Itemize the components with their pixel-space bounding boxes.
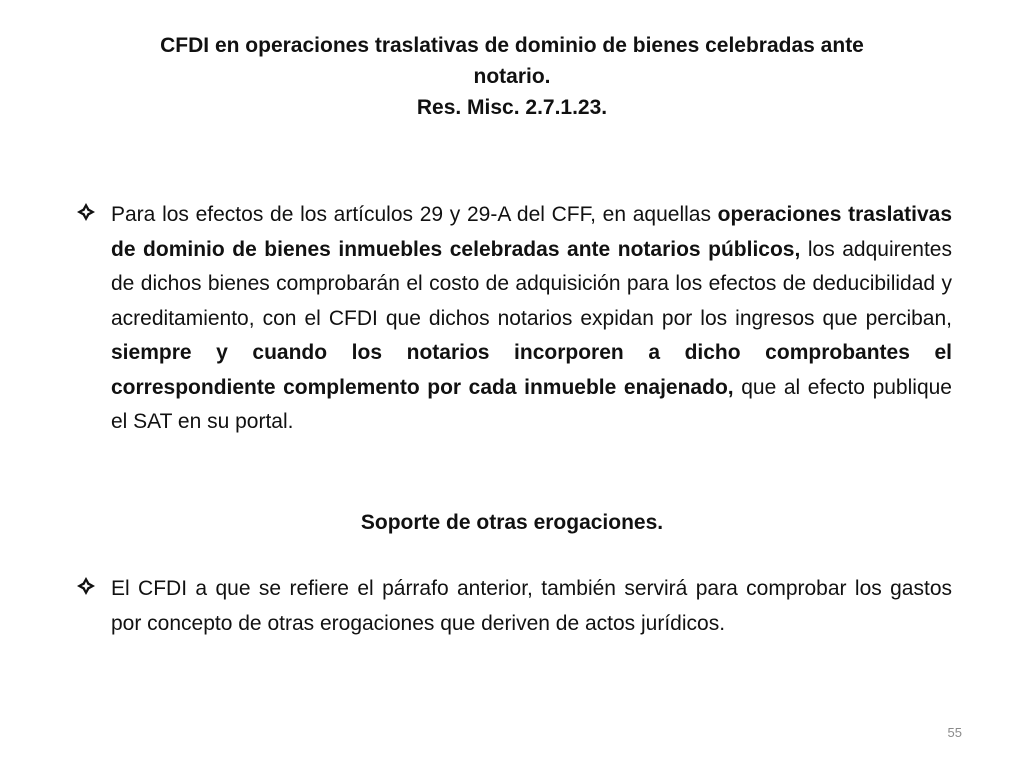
diamond-bullet-icon <box>76 202 96 222</box>
title-line-3: Res. Misc. 2.7.1.23. <box>416 96 608 119</box>
bullet-1-run-4: siempre y cuando los notarios incorporen a dicho comprobantes el correspondiente complemento por cada inmueble enajenado, <box>111 341 952 399</box>
page-number: 55 <box>947 725 962 740</box>
title-line-2: notario. <box>473 65 551 88</box>
diamond-bullet-icon <box>76 576 96 596</box>
bullet-item-2 <box>76 572 952 641</box>
bullet-1-text <box>111 198 952 440</box>
bullet-1-run-5: que al efecto publique el SAT en su portal. <box>111 375 952 433</box>
bullet-1-run-2: operaciones traslativas de dominio de bienes inmuebles celebradas ante notarios públicos, <box>111 203 952 261</box>
bullet-2-run-1: El CFDI a que se refiere el párrafo anterior, también servirá para comprobar los gastos por concepto de otras erogaciones que deriven de actos jurídicos. <box>111 577 952 635</box>
bullet-1-run-3: los adquirentes de dichos bienes comprobarán el costo de adquisición para los efectos de deducibilidad y acreditamiento, con el CFDI que dichos notarios expidan por los ingresos que perciban, <box>111 237 952 330</box>
bullet-item-1 <box>76 198 952 440</box>
section-subheading: Soporte de otras erogaciones. <box>360 511 664 534</box>
slide-title <box>90 30 934 123</box>
bullet-1-run-1: Para los efectos de los artículos 29 y 29-A del CFF, en aquellas <box>111 203 718 226</box>
title-line-1: CFDI en operaciones traslativas de dominio de bienes celebradas ante <box>160 34 864 57</box>
bullet-2-text <box>111 572 952 641</box>
